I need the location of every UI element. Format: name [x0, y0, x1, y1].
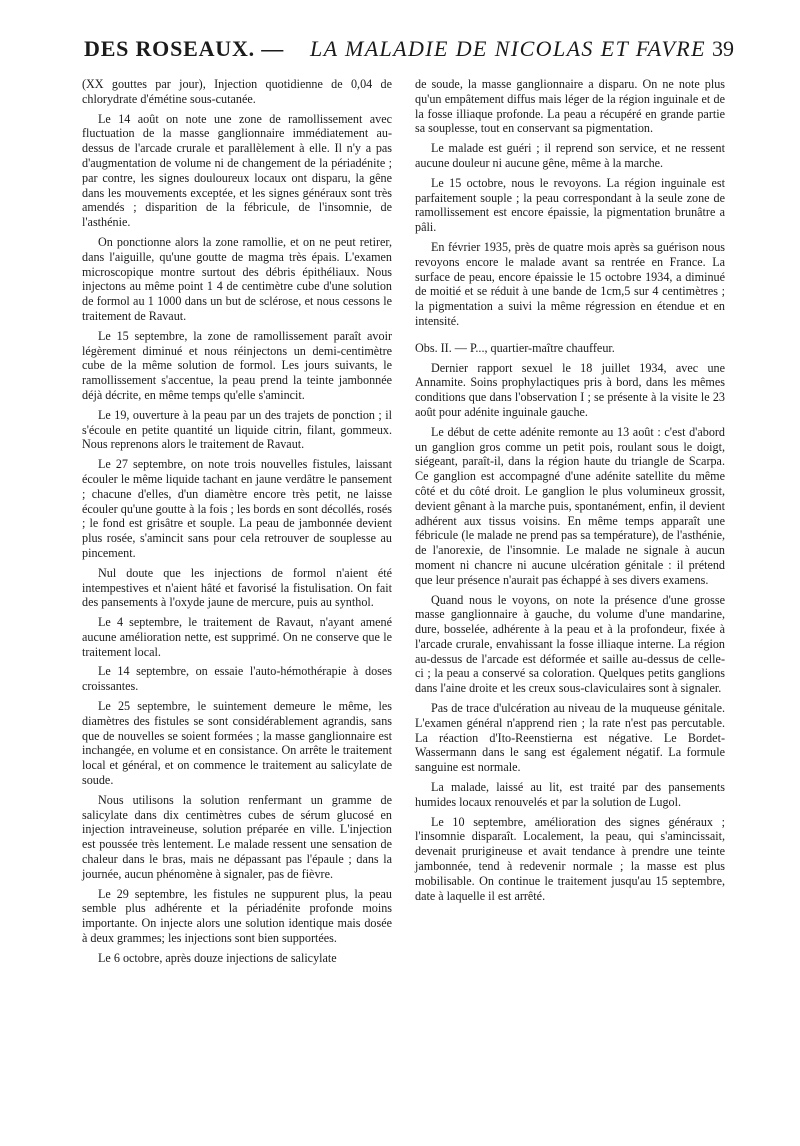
- paragraph: Nous utilisons la solution renfermant un gramme de salicylate dans dix centimètres cubes de sérum glucosé en injection intraveineuse, solution préparée en ville. L'injection est poussée très lentement. Le malade ressent une sensation de chaleur dans le bras, mais ne dépassant pas l'épaule ; dans la journée, aucun phénomène à signaler, pas de fièvre.: [82, 792, 392, 881]
- paragraph: Le 6 octobre, après douze injections de salicylate: [98, 950, 337, 965]
- header-author: DES ROSEAUX. —: [84, 36, 285, 61]
- paragraph: Le 10 septembre, amélioration des signes généraux ; l'insomnie disparaît. Localement, la peau, qui s'amincissait, devenait prurigineuse et avait tendance à prendre une teinte jambonnée, tend à redevenir normale ; la masse est plus mobilisable. On continue le traitement jusqu'au 15 septembre, date à laquelle il est arrêté.: [415, 814, 725, 903]
- paragraph: Le début de cette adénite remonte au 13 août : c'est d'abord un ganglion gros comme un petit pois, roulant sous le doigt, siégeant, paraît-il, dans la région haute du triangle de Scarpa. Ce ganglion est accompagné d'une adénite satellite du même côté et du côté droit. Le ganglion le plus volumineux grossit, devient gênant à la marche puis, spontanément, enfin, il devient adhérent aux tissus voisins. En même temps apparaît une fébricule (le malade ne prend pas sa température), de l'asthénie, de l'anorexie, de l'insomnie. Le malade ne signale à aucun moment ni chancre ni aucune ulcération génitale : il prétend que leur présence n'aurait pas échappé à ses divers examens.: [415, 424, 725, 587]
- left-column: [82, 77, 392, 971]
- paragraph: Le 4 septembre, le traitement de Ravaut, n'ayant amené aucune amélioration nette, est supprimé. On ne conserve que le traitement local.: [82, 615, 392, 659]
- paragraph: Le malade est guéri ; il reprend son service, et ne ressent aucune douleur ni aucune gêne, même à la marche.: [415, 141, 725, 170]
- paragraph: Le 14 août on note une zone de ramollissement avec fluctuation de la masse ganglionnaire immédiatement au-dessus de l'arcade crurale et parallèlement à elle. Il n'y a pas d'augmentation de volume ni de changement de la périadénite ; par contre, les signes douloureux locaux ont disparu, la gêne dans les mouvements exceptée, et les signes généraux sont très amendés ; disparition de la fébricule, de l'insomnie, de l'asthénie.: [82, 111, 392, 230]
- paragraph: Dernier rapport sexuel le 18 juillet 1934, avec une Annamite. Soins prophylactiques pris à bord, dans les mêmes conditions que dans l'observation I ; se présente à la visite le 23 août pour adénite inguinale gauche.: [415, 360, 725, 419]
- paragraph: Le 15 octobre, nous le revoyons. La région inguinale est parfaitement souple ; la peau correspondant à la seule zone de ramollissement est encore épaissie, la pigmentation brunâtre a pâli.: [415, 175, 725, 235]
- page-number: 39: [712, 36, 734, 61]
- paragraph: Le 14 septembre, on essaie l'auto-hémothérapie à doses croissantes.: [82, 664, 392, 694]
- paragraph: La malade, laissé au lit, est traité par des pansements humides locaux renouvelés et par la solution de Lugol.: [415, 780, 725, 809]
- paragraph: Le 19, ouverture à la peau par un des trajets de ponction ; il s'écoule en petite quantité un liquide citrin, filant, gommeux. Nous reprenons alors le traitement de Ravaut.: [82, 407, 392, 452]
- running-header: [84, 36, 734, 70]
- observation-heading: Obs. II. — P..., quartier-maître chauffeur.: [415, 340, 615, 355]
- paragraph: (XX gouttes par jour), Injection quotidienne de 0,04 de chlorydrate d'émétine sous-cutanée.: [82, 77, 392, 106]
- paragraph: de soude, la masse ganglionnaire a disparu. On ne note plus qu'un empâtement diffus mais léger de la région inguinale et de la fosse illiaque profonde. La peau a récupéré en grande partie sa souplesse, tout en conservant sa pigmentation.: [415, 77, 725, 136]
- paragraph: Nul doute que les injections de formol n'aient été intempestives et n'aient hâté et favorisé la fistulisation. On fait des pansements à l'oxyde jaune de mercure, puis au synthol.: [82, 565, 392, 610]
- paragraph: Pas de trace d'ulcération au niveau de la muqueuse génitale. L'examen général n'apprend rien ; la rate n'est pas percutable. La réaction d'Ito-Reenstierna est négative. Le Bordet-Wassermann dans le sang est également négatif. La formule sanguine est normale.: [415, 701, 725, 775]
- paragraph: Quand nous le voyons, on note la présence d'une grosse masse ganglionnaire à gauche, du volume d'une mandarine, dure, bosselée, adhérente à la peau et à la profondeur, fixée à l'arcade crurale, envahissant la fosse illiaque interne. La région au-dessus de l'arcade est déformée et saille au-dessus de celle-ci ; la peau a conservé sa coloration. Quelques petits ganglions dans l'aine droite et les creux sous-claviculaires sont à signaler.: [415, 592, 725, 696]
- paragraph: On ponctionne alors la zone ramollie, et on ne peut retirer, dans l'aiguille, qu'une goutte de magma très épais. L'examen microscopique montre surtout des débris épithéliaux. Nous injectons au même point 1 4 de centimètre cube d'une solution de formol au 1 1000 dans un but de sclérose, et nous cessons le traitement de Ravaut.: [82, 234, 392, 323]
- paragraph: En février 1935, près de quatre mois après sa guérison nous revoyons encore le malade avant sa rentrée en France. La surface de peau, encore épaissie le 15 octobre 1934, a diminué de moitié et se réduit à une bande de 1cm,5 sur 4 centimètres ; la pigmentation a suivi la même régression en étendue et en intensité.: [415, 239, 725, 328]
- header-title: LA MALADIE DE NICOLAS ET FAVRE: [310, 36, 706, 61]
- right-column: [415, 77, 725, 908]
- paragraph: Le 29 septembre, les fistules ne suppurent plus, la peau semble plus adhérente et la périadénite profonde moins importante. On injecte alors une solution identique mais dosée à deux grammes; les injections sont bien supportées.: [82, 886, 392, 946]
- paragraph: Le 27 septembre, on note trois nouvelles fistules, laissant écouler le même liquide tachant en jaune verdâtre le pansement ; chacune d'elles, d'un diamètre encore très petit, ne laisse écouler qu'une goutte à la fois ; les bords en sont décollés, rosés ; le fond est grisâtre et souple. La peau de jambonnée devient plus rosée, s'amincit sans pour cela retrouver de souplesse au pincement.: [82, 457, 393, 560]
- paragraph: Le 15 septembre, la zone de ramollissement paraît avoir légèrement diminué et nous réinjectons un demi-centimètre cube de la même solution de formol. Les jours suivants, le ramollissement s'accentue, la peau prend la teinte jambonnée déjà décrite, en même temps qu'elle s'amincit.: [82, 328, 392, 402]
- paragraph: Le 25 septembre, le suintement demeure le même, les diamètres des fistules se sont considérablement agrandis, sans que de nouvelles se soient formées ; la masse ganglionnaire est inchangée, en volume et en consistance. On arrête le traitement local et général, et on commence le traitement au salicylate de soude.: [82, 699, 392, 788]
